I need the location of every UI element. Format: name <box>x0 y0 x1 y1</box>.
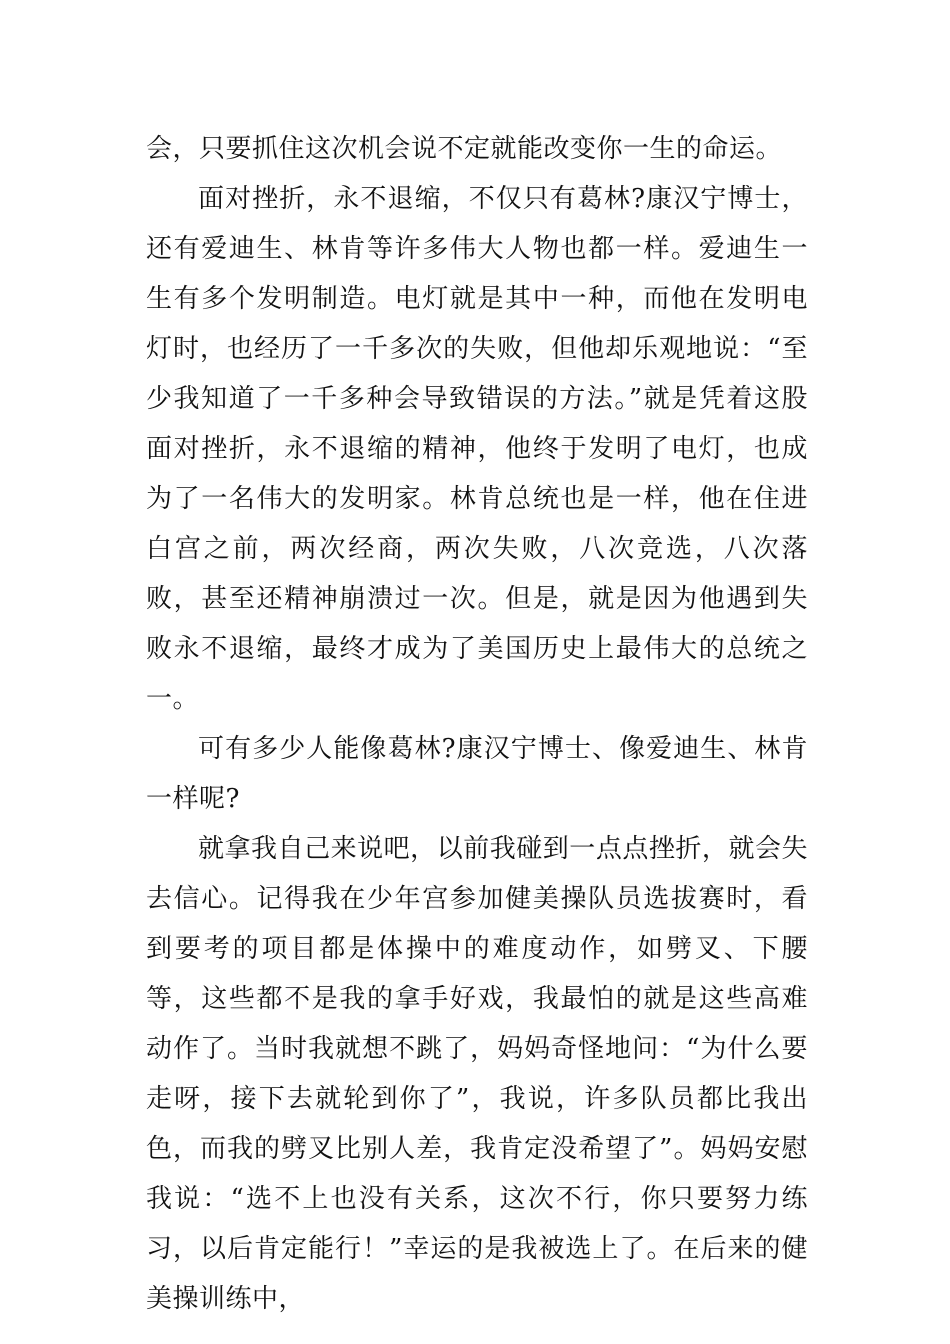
paragraph-3: 可有多少人能像葛林?康汉宁博士、像爱迪生、林肯一样呢? <box>146 734 808 814</box>
document-body <box>146 124 808 1324</box>
paragraph-2: 面对挫折，永不退缩，不仅只有葛林?康汉宁博士，还有爱迪生、林肯等许多伟大人物也都一样。爱迪生一生有多个发明制造。电灯就是其中一种，而他在发明电灯时，也经历了一千多次的失败，但他却乐观地说：“至少我知道了一千多种会导致错误的方法。”就是凭着这股面对挫折，永不退缩的精神，他终于发明了电灯，也成为了一名伟大的发明家。林肯总统也是一样，他在住进白宫之前，两次经商，两次失败，八次竞选，八次落败，甚至还精神崩溃过一次。但是，就是因为他遇到失败永不退缩，最终才成为了美国历史上最伟大的总统之一。 <box>146 184 808 714</box>
paragraph-1: 会，只要抓住这次机会说不定就能改变你一生的命运。 <box>146 134 783 164</box>
paragraph-4: 就拿我自己来说吧，以前我碰到一点点挫折，就会失去信心。记得我在少年宫参加健美操队员选拔赛时，看到要考的项目都是体操中的难度动作，如劈叉、下腰等，这些都不是我的拿手好戏，我最怕的就是这些高难动作了。当时我就想不跳了，妈妈奇怪地问：“为什么要走呀，接下去就轮到你了”，我说，许多队员都比我出色，而我的劈叉比别人差，我肯定没希望了”。妈妈安慰我说：“选不上也没有关系，这次不行，你只要努力练习，以后肯定能行！”幸运的是我被选上了。在后来的健美操训练中， <box>146 834 808 1314</box>
